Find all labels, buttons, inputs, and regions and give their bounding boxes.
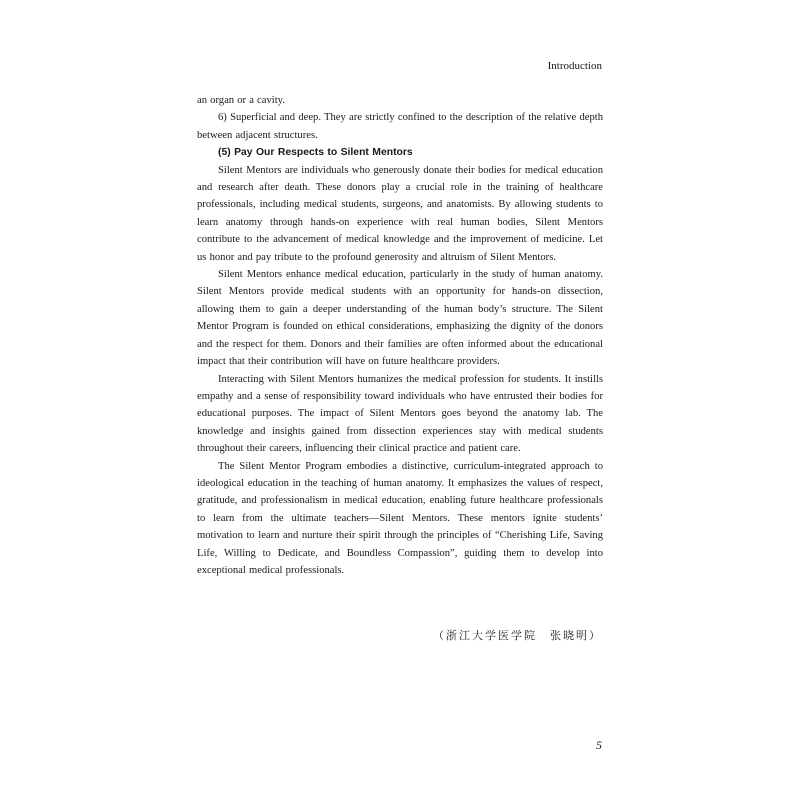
paragraph-2: Silent Mentors enhance medical education, particularly in the study of human anatomy. Silent Mentors provide medical students with an opportunity for hands-on dissection, allowing them to gain a deeper understanding of the human body’s structure. The Silent Mentor Program is founded on ethical considerations, emphasizing the dignity of the donors and the respect for them. Donors and their families are often informed about the educational impact that their contribution will have on future healthcare providers. (197, 269, 603, 368)
list-item-6: 6) Superficial and deep. They are strictly confined to the description of the relative depth between adjacent structures. (197, 112, 603, 141)
author-attribution: （浙江大学医学院 张晓明） (433, 629, 602, 642)
paragraph-4: The Silent Mentor Program embodies a distinctive, curriculum-integrated approach to ideological education in the teaching of human anatomy. It emphasizes the values of respect, gratitude, and professionalism in medical education, enabling future healthcare professionals to learn from the ultimate teachers—Silent Mentors. These mentors ignite students’ motivation to learn and nurture their spirit through the principles of “Cherishing Life, Saving Life, Willing to Dedicate, and Boundless Compassion”, guiding them to develop into exceptional medical professionals. (197, 460, 603, 576)
page-number: 5 (596, 738, 602, 752)
running-header: Introduction (547, 60, 602, 72)
section-heading: (5) Pay Our Respects to Silent Mentors (218, 147, 413, 159)
paragraph-1: Silent Mentors are individuals who generously donate their bodies for medical education and research after death. These donors play a crucial role in the training of healthcare professionals, including medical students, surgeons, and anatomists. By allowing students to learn anatomy through hands-on experience with real human bodies, Silent Mentors contribute to the advancement of medical knowledge and the improvement of medicine. Let us honor and pay tribute to the profound generosity and altruism of Silent Mentors. (197, 164, 603, 263)
main-text (197, 92, 603, 579)
continuation-text: an organ or a cavity. (197, 95, 285, 106)
paragraph-3: Interacting with Silent Mentors humanizes the medical profession for students. It instills empathy and a sense of responsibility toward individuals who have entrusted their bodies for educational purposes. The impact of Silent Mentors goes beyond the anatomy lab. The knowledge and insights gained from dissection experiences stay with medical students throughout their careers, influencing their clinical practice and patient care. (197, 373, 603, 455)
